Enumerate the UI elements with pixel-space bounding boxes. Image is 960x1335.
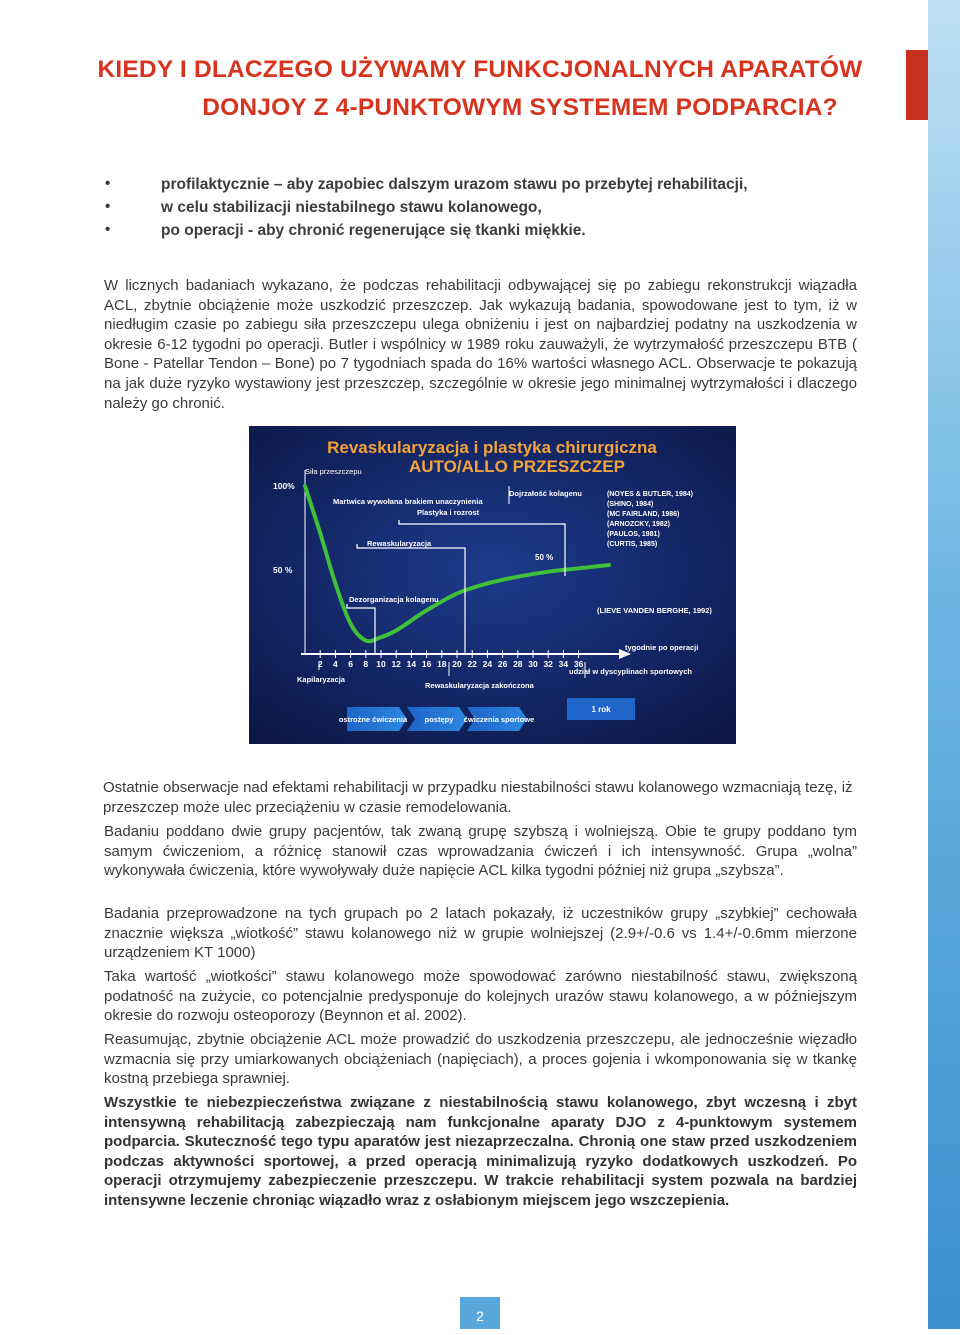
annotation-sport: udział w dyscyplinach sportowych [569,667,692,676]
reference-item: (NOYES & BUTLER, 1984) [607,491,693,498]
reference-item: (MC FAIRLAND, 1986) [607,511,680,518]
paragraph-results: Badania przeprowadzone na tych grupach po 2 latach pokazały, iż uczestników grupy „szybkiej” cechowała znacznie większa „wiotkość” stawu kolanowego niż w grupie wolniejszej (2.9+/-0.6 vs 1.4+/-0.6mm mierzone urządzeniem KT 1000) [104,905,857,962]
bullet-text: profilaktycznie – aby zapobiec dalszym urazom stawu po przebytej rehabilitacji, [161,176,748,193]
y-tick-label: 100% [273,481,295,491]
bullet-icon: • [105,198,111,215]
annotation-plastyka: Plastyka i rozrost [417,508,480,517]
stage-label-1: ostrożne ćwiczenia [338,715,408,724]
year-label: 1 rok [591,705,611,714]
x-axis-label: tygodnie po operacji [625,643,699,652]
x-tick-label: 22 [467,659,477,669]
reference-item: (CURTIS, 1985) [607,541,658,548]
x-tick-label: 30 [528,659,538,669]
page-title-line1: KIEDY I DLACZEGO UŻYWAMY FUNKCJONALNYCH APARATÓW [97,56,863,83]
chart-title-line1: Revaskularyzacja i plastyka chirurgiczna [327,438,657,457]
list-item [105,176,865,199]
stage-label-3: ćwiczenia sportowe [463,715,535,724]
paragraph-summary: Reasumując, zbytnie obciążenie ACL może prowadzić do uszkodzenia przeszczepu, ale jednocześnie więzadło wzmacnia się przy umiarkowanych obciążeniach (napięciach), a proces gojenia i wkomponowania się w tkankę kostną przebiega sprawniej. [104,1031,857,1088]
annotation-capillary: Kapilaryzacja [297,675,345,684]
x-tick-label: 26 [497,659,508,669]
annotation-maturity: Dojrzałość kolagenu [509,489,582,498]
y-tick-label: 50 % [273,565,293,575]
paragraph-observations: Ostatnie obserwacje nad efektami rehabilitacji w przypadku niestabilności stawu kolanowego wzmacniają tezę, iż przeszczep może ulec przeciążeniu w czasie remodelowania. [103,779,853,816]
x-tick-label: 8 [363,659,369,669]
annotation-necrosis: Martwica wywołana brakiem unaczynienia [333,497,483,506]
chart-title-line2: AUTO/ALLO PRZESZCZEP [409,457,625,476]
reference-item: (PAULOS, 1981) [607,531,660,538]
chart-svg [249,426,736,744]
x-tick-label: 16 [421,659,432,669]
decorative-side-strip [928,0,960,1329]
x-tick-label: 36 [573,659,584,669]
x-tick-label: 34 [558,659,569,669]
paragraph-research: W licznych badaniach wykazano, że podczas rehabilitacji odbywającej się po zabiegu rekonstrukcji wiązadła ACL, zbytnie obciążenie może uszkodzić przeszczep. Jak wykazują badania, spowodowane jest to tym, iż w niedługim czasie po zabiegu siła przeszczepu ulega obniżeniu i jest on najbardziej podatny na uszkodzenia w okresie 6-12 tygodni po operacji. Butler i wspólnicy w 1989 roku zauważyli, że wytrzymałość przeszczepu BTB ( Bone - Patellar Tendon – Bone) po 7 tygodniach spada do 16% wartości własnego ACL. Obserwacje te pokazują na jak duże ryzyko wystawiony jest przeszczep, szczególnie w okresie jego minimalnej wytrzymałości i dlaczego należy go chronić. [104,277,857,412]
bullet-list [105,176,865,245]
x-tick-label: 28 [513,659,523,669]
list-item [105,199,865,222]
annotation-disorg: Dezorganizacja kolagenu [349,595,439,604]
annotation-revasc: Rewaskularyzacja [367,539,432,548]
bullet-text: w celu stabilizacji niestabilnego stawu kolanowego, [161,199,542,216]
bullet-text: po operacji - aby chronić regenerujące się tkanki miękkie. [161,222,586,239]
x-tick-label: 2 [317,659,323,669]
x-tick-label: 4 [333,659,338,669]
x-tick-label: 14 [406,659,417,669]
stage-label-2: postępy [424,715,454,724]
x-tick-label: 10 [376,659,386,669]
bullet-icon: • [105,221,111,238]
paragraph-groups: Badaniu poddano dwie grupy pacjentów, tak zwaną grupę szybszą i wolniejszą. Obie te grupy poddano tym samym ćwiczeniom, a różnicę stanowił czas wprowadzania ćwiczeń i ich intensywność. Grupa „wolna” wykonywała ćwiczenia, które wywoływały duże napięcie ACL kilka tygodni później niż grupa „szybsza”. [104,823,857,880]
x-tick-label: 32 [543,659,553,669]
y-axis-label: Siła przeszczepu [305,467,362,476]
x-tick-label: 6 [348,659,353,669]
list-item [105,222,865,245]
annotation-fifty: 50 % [535,553,554,562]
bullet-icon: • [105,175,111,192]
paragraph-laxity: Taka wartość „wiotkości” stawu kolanowego może spowodować zarówno niestabilność stawu, zwiększoną podatność na zużycie, co potencjalnie predysponuje do kolejnych urazów stawu kolanowego, a w późniejszym okresie do rozwoju osteoporozy (Beynnon et al. 2002). [104,968,857,1025]
annotation-revasc-done: Rewaskularyzacja zakończona [425,681,534,690]
reference-item: (SHINO, 1984) [607,501,654,508]
page-number: 2 [460,1297,500,1329]
x-tick-label: 12 [391,659,401,669]
chart-source: (LIEVE VANDEN BERGHE, 1992) [597,606,712,615]
x-tick-label: 20 [452,659,462,669]
page-title-line2: DONJOY Z 4-PUNKTOWYM SYSTEMEM PODPARCIA? [202,94,838,121]
x-tick-label: 24 [482,659,493,669]
graft-strength-chart [249,426,736,744]
paragraph-conclusion: Wszystkie te niebezpieczeństwa związane z niestabilnością stawu kolanowego, zbyt wczesną i zbyt intensywną rehabilitacją zabezpieczają nam funkcjonalne aparaty DJO z 4-punktowym systemem podparcia. Skuteczność tego typu aparatów jest niezaprzeczalna. Chronią one staw przed uszkodzeniem podczas aktywności sportowej, a przed operacją minimalizują ryzyko dodatkowych uszkodzeń. Po operacji otrzymujemy zabezpieczenie przeszczepu. W trakcie rehabilitacji system pozwala na bardziej intensywne leczenie chroniąc wiązadło wraz z osłabionym miejscem jego wszczepienia. [104,1094,857,1209]
x-tick-label: 18 [437,659,447,669]
reference-item: (ARNOZCKY, 1982) [607,521,671,528]
